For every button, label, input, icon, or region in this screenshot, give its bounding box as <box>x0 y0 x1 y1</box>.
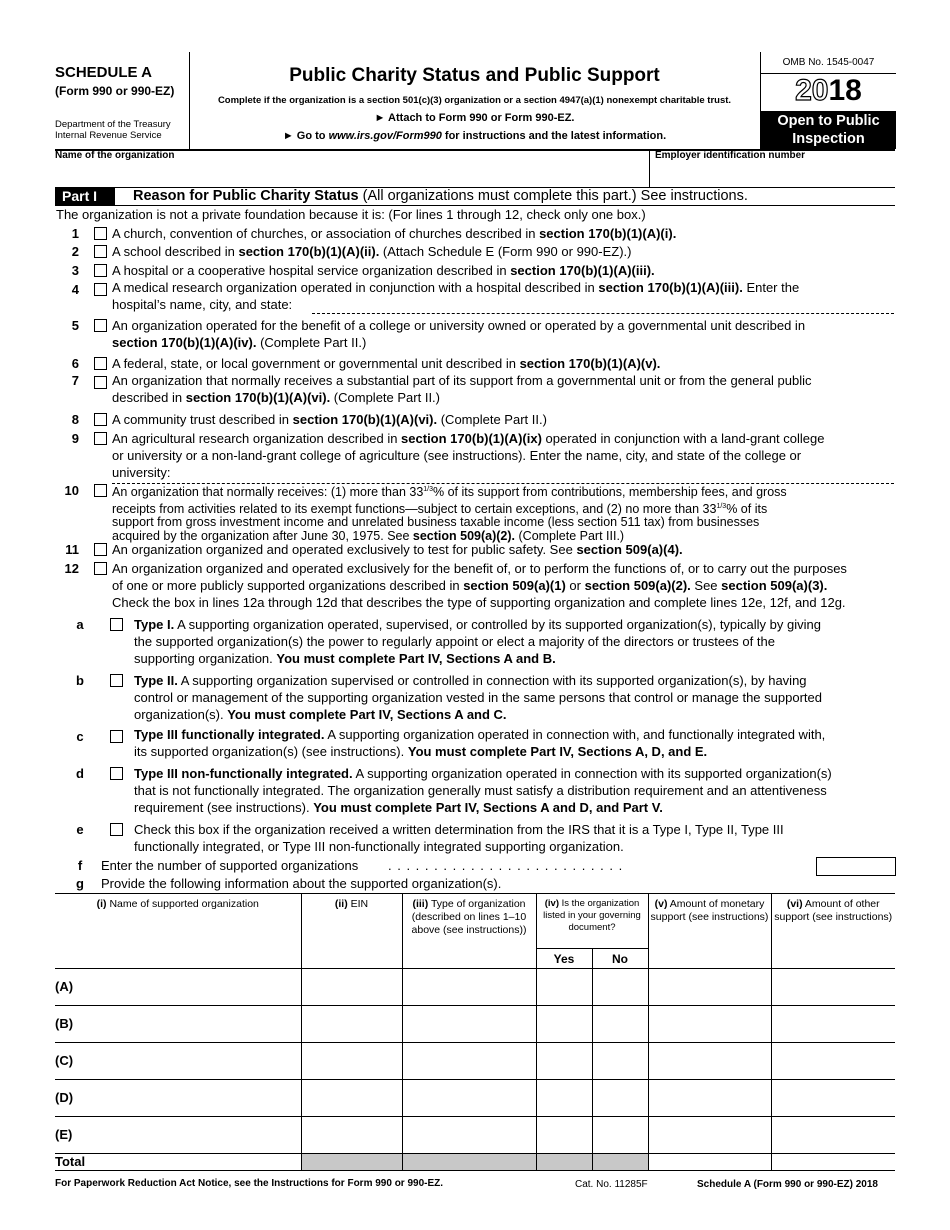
year-solid: 18 <box>828 74 862 107</box>
line-1-text: A church, convention of churches, or association of churches described in section 170(b)(1)(A)(i). <box>112 226 677 241</box>
header-right <box>760 52 896 149</box>
col-no-header: No <box>592 949 648 969</box>
table-cell[interactable] <box>301 969 402 1006</box>
table-cell[interactable] <box>771 1080 895 1117</box>
name-row <box>55 150 895 188</box>
table-cell[interactable] <box>536 1080 592 1117</box>
line-number: 1 <box>71 226 79 241</box>
header-left <box>55 52 190 149</box>
line-number: 9 <box>71 431 79 446</box>
paperwork-notice: For Paperwork Reduction Act Notice, see the Instructions for Form 990 or 990-EZ. <box>55 1178 444 1189</box>
table-cell[interactable] <box>648 1043 771 1080</box>
line-12d-checkbox[interactable] <box>110 767 123 780</box>
table-cell[interactable] <box>648 1006 771 1043</box>
total-other-cell[interactable] <box>771 1154 895 1171</box>
line-3-text: A hospital or a cooperative hospital service organization described in section 170(b)(1)(A)(iii). <box>112 263 655 278</box>
row-label[interactable]: (B) <box>55 1006 301 1043</box>
line-8-text: A community trust described in section 170(b)(1)(A)(vi). (Complete Part II.) <box>112 412 547 427</box>
sub-letter: f <box>77 858 83 873</box>
organization-name-field[interactable] <box>55 150 650 187</box>
table-row <box>55 969 895 1006</box>
subtitle-3-suffix: for instructions and the latest information. <box>441 130 667 142</box>
irs-link[interactable]: www.irs.gov/Form990 <box>328 130 442 142</box>
table-cell[interactable] <box>648 1117 771 1154</box>
form-footer <box>55 1176 895 1196</box>
sub-letter: g <box>76 876 84 891</box>
year-outline: 20 <box>795 74 829 107</box>
line-3-checkbox[interactable] <box>94 264 107 277</box>
leader-dots: . . . . . . . . . . . . . . . . . . . . . . . . . . <box>388 858 624 873</box>
line-4-checkbox[interactable] <box>94 283 107 296</box>
form-id: Schedule A (Form 990 or 990-EZ) 2018 <box>697 1179 878 1190</box>
ein-field[interactable] <box>651 164 895 186</box>
organization-name-label: Name of the organization <box>55 150 175 161</box>
table-cell[interactable] <box>402 1043 536 1080</box>
line-12-text: An organization organized and operated exclusively for the benefit of, or to perform the functions of, or to carry out the purposes of one or more publicly supported organizations described in section 509(a)(1) or section 509(a)(2). See section 509(a)(3). Check the box in lines 12a through 12d that describes the type of supporting organization and complete lines 12e, 12f, and 12g. <box>112 561 847 610</box>
table-cell[interactable] <box>648 1080 771 1117</box>
total-monetary-cell[interactable] <box>648 1154 771 1171</box>
line-5-text: An organization operated for the benefit of a college or university owned or operated by a governmental unit described in section 170(b)(1)(A)(iv). (Complete Part II.) <box>112 318 806 350</box>
table-cell[interactable] <box>592 1006 648 1043</box>
sub-letter: b <box>76 673 84 688</box>
line-5-checkbox[interactable] <box>94 319 107 332</box>
shaded-cell <box>592 1154 648 1171</box>
table-row <box>55 1080 895 1117</box>
line-10-checkbox[interactable] <box>94 484 107 497</box>
col-monetary-header: (v) Amount of monetary support (see instructions) <box>648 894 771 969</box>
table-cell[interactable] <box>592 1043 648 1080</box>
line-12e-checkbox[interactable] <box>110 823 123 836</box>
line-4-text: A medical research organization operated in conjunction with a hospital described in section 170(b)(1)(A)(iii). Enter the hospital’s name, city, and state: <box>112 280 800 312</box>
line-2-text: A school described in section 170(b)(1)(A)(ii). (Attach Schedule E (Form 990 or 990-EZ).) <box>112 244 632 259</box>
part-1-title-bold: Reason for Public Charity Status <box>133 188 359 204</box>
table-cell[interactable] <box>771 1043 895 1080</box>
form-title: Public Charity Status and Public Support <box>289 65 660 86</box>
line-12c-checkbox[interactable] <box>110 730 123 743</box>
table-row <box>55 1043 895 1080</box>
table-cell[interactable] <box>402 1117 536 1154</box>
line-6-checkbox[interactable] <box>94 357 107 370</box>
catalog-number: Cat. No. 11285F <box>575 1179 648 1190</box>
sub-letter: a <box>76 617 84 632</box>
subtitle-2: ► Attach to Form 990 or Form 990-EZ. <box>374 112 575 124</box>
line-number: 12 <box>64 561 79 576</box>
part-1-intro: The organization is not a private foundation because it is: (For lines 1 through 12, check only one box.) <box>56 207 646 222</box>
supported-orgs-count-input[interactable] <box>816 857 896 876</box>
header-center <box>190 52 759 149</box>
col-ein-header: (ii) EIN <box>301 894 402 969</box>
line-number: 4 <box>71 282 79 297</box>
table-cell[interactable] <box>301 1043 402 1080</box>
shaded-cell <box>301 1154 402 1171</box>
open-to-public-badge <box>761 111 896 149</box>
dept-line-2: Internal Revenue Service <box>55 130 162 141</box>
line-number: 2 <box>71 244 79 259</box>
row-label[interactable]: (C) <box>55 1043 301 1080</box>
line-2-checkbox[interactable] <box>94 245 107 258</box>
subtitle-3-prefix: ► Go to <box>282 130 329 142</box>
sub-letter: c <box>76 729 84 744</box>
table-cell[interactable] <box>771 1117 895 1154</box>
dept-line-1: Department of the Treasury <box>55 119 171 130</box>
line-12d-text: Type III non-functionally integrated. A supporting organization operated in connection with its supported organization(s) that is not functionally integrated. The organization generally must satisfy a distribution requirement and an attentiveness requirement (see instructions). You must complete Part IV, Sections A and D, and Part V. <box>134 766 832 815</box>
table-row <box>55 1117 895 1154</box>
table-cell[interactable] <box>301 1117 402 1154</box>
line-12b-checkbox[interactable] <box>110 674 123 687</box>
line-number: 7 <box>71 373 79 388</box>
part-1-header <box>55 187 895 206</box>
line-9-text: An agricultural research organization described in section 170(b)(1)(A)(ix) operated in conjunction with a land-grant college or university or a non-land-grant college of agriculture (see instructions). Enter the name, city, and state of the college or university: <box>112 431 825 480</box>
supported-organizations-table <box>55 893 895 1171</box>
omb-number: OMB No. 1545-0047 <box>761 57 896 74</box>
part-1-title-note: (All organizations must complete this part.) See instructions. <box>358 188 748 204</box>
line-10-text: An organization that normally receives: (1) more than $33^{1/3}\%$ of its support from contributions, membership fees, and gross receipts from activities related to its exempt functions—subject to certain exceptions, and (2) no more than $33^{1/3}\%$ of its support from gross investment income and unrelated business taxable income (less section 511 tax) from businesses acquired by the organization after June 30, 1975. See section 509(a)(2). (Complete Part III.) <box>112 485 787 543</box>
table-cell[interactable] <box>402 1080 536 1117</box>
col-type-header: (iii) Type of organization (described on lines 1–10 above (see instructions)) <box>402 894 536 969</box>
table-cell[interactable] <box>536 1117 592 1154</box>
line-number: 11 <box>65 542 79 557</box>
line-number: 5 <box>71 318 79 333</box>
sub-letter: d <box>76 766 84 781</box>
line-12-checkbox[interactable] <box>94 562 107 575</box>
row-label[interactable]: (A) <box>55 969 301 1006</box>
line-number: 10 <box>64 483 79 498</box>
schedule-name: SCHEDULE A <box>55 64 152 81</box>
line-11-checkbox[interactable] <box>94 543 107 556</box>
department <box>55 119 171 141</box>
ein-label: Employer identification number <box>655 150 806 161</box>
table-cell[interactable] <box>592 1117 648 1154</box>
line-12e-text: Check this box if the organization received a written determination from the IRS that it is a Type I, Type II, Type III functionally integrated, or Type III non-functionally integrated supporting organization. <box>134 822 784 854</box>
row-label[interactable]: (D) <box>55 1080 301 1117</box>
line-1-checkbox[interactable] <box>94 227 107 240</box>
line-12b-text: Type II. A supporting organization supervised or controlled in connection with its supported organization(s), by having control or management of the supporting organization vested in the same persons that control or manage the supported organization(s). You must complete Part IV, Sections A and C. <box>134 673 822 722</box>
table-cell[interactable] <box>301 1080 402 1117</box>
total-label: Total <box>55 1154 301 1171</box>
hospital-name-field[interactable] <box>312 296 894 314</box>
subtitle-3 <box>190 130 759 142</box>
subtitle-1: Complete if the organization is a section 501(c)(3) organization or a section 4947(a)(1) nonexempt charitable trust. <box>217 95 732 106</box>
table-cell[interactable] <box>536 1043 592 1080</box>
line-8-checkbox[interactable] <box>94 413 107 426</box>
col-yes-header: Yes <box>536 949 592 969</box>
form-reference: (Form 990 or 990-EZ) <box>55 84 175 98</box>
shaded-cell <box>402 1154 536 1171</box>
table-cell[interactable] <box>536 1006 592 1043</box>
table-cell[interactable] <box>771 1006 895 1043</box>
tax-year <box>761 74 896 108</box>
part-1-label: Part I <box>55 187 115 205</box>
line-9-checkbox[interactable] <box>94 432 107 445</box>
table-cell[interactable] <box>648 969 771 1006</box>
line-12c-text: Type III functionally integrated. A supporting organization operated in connection with, and functionally integrated with, its supported organization(s) (see instructions). You must complete Part IV, Sections A, D, and E. <box>134 727 826 759</box>
open-line-2: Inspection <box>792 131 865 147</box>
line-number: 3 <box>71 263 79 278</box>
part-1-title <box>133 187 748 205</box>
form-header <box>55 52 895 151</box>
shaded-cell <box>536 1154 592 1171</box>
line-12f-text: Enter the number of supported organizations <box>101 858 359 873</box>
line-number: 6 <box>71 356 79 371</box>
table-cell[interactable] <box>402 969 536 1006</box>
line-12g-text: Provide the following information about the supported organization(s). <box>101 876 502 891</box>
total-row <box>55 1154 895 1171</box>
table-cell[interactable] <box>592 1080 648 1117</box>
table-cell[interactable] <box>536 969 592 1006</box>
open-line-1: Open to Public <box>777 113 880 129</box>
line-7-checkbox[interactable] <box>94 376 107 389</box>
col-listed-header: (iv) Is the organization listed in your governing document? <box>536 894 648 949</box>
col-name-header: (i) Name of supported organization <box>55 894 301 969</box>
line-11-text: An organization organized and operated exclusively to test for public safety. See section 509(a)(4). <box>112 542 683 557</box>
col-other-header: (vi) Amount of other support (see instructions) <box>771 894 895 969</box>
row-label[interactable]: (E) <box>55 1117 301 1154</box>
line-number: 8 <box>71 412 79 427</box>
table-row <box>55 1006 895 1043</box>
line-12a-text: Type I. A supporting organization operated, supervised, or controlled by its supported organization(s), typically by giving the supported organization(s) the power to regularly appoint or elect a majority of the directors or trustees of the supporting organization. You must complete Part IV, Sections A and B. <box>134 617 821 666</box>
table-cell[interactable] <box>402 1006 536 1043</box>
line-6-text: A federal, state, or local government or governmental unit described in section 170(b)(1)(A)(v). <box>112 356 661 371</box>
line-7-text: An organization that normally receives a substantial part of its support from a governmental unit or from the general public described in section 170(b)(1)(A)(vi). (Complete Part II.) <box>112 373 812 405</box>
table-cell[interactable] <box>592 969 648 1006</box>
table-cell[interactable] <box>771 969 895 1006</box>
line-12a-checkbox[interactable] <box>110 618 123 631</box>
sub-letter: e <box>76 822 84 837</box>
table-cell[interactable] <box>301 1006 402 1043</box>
